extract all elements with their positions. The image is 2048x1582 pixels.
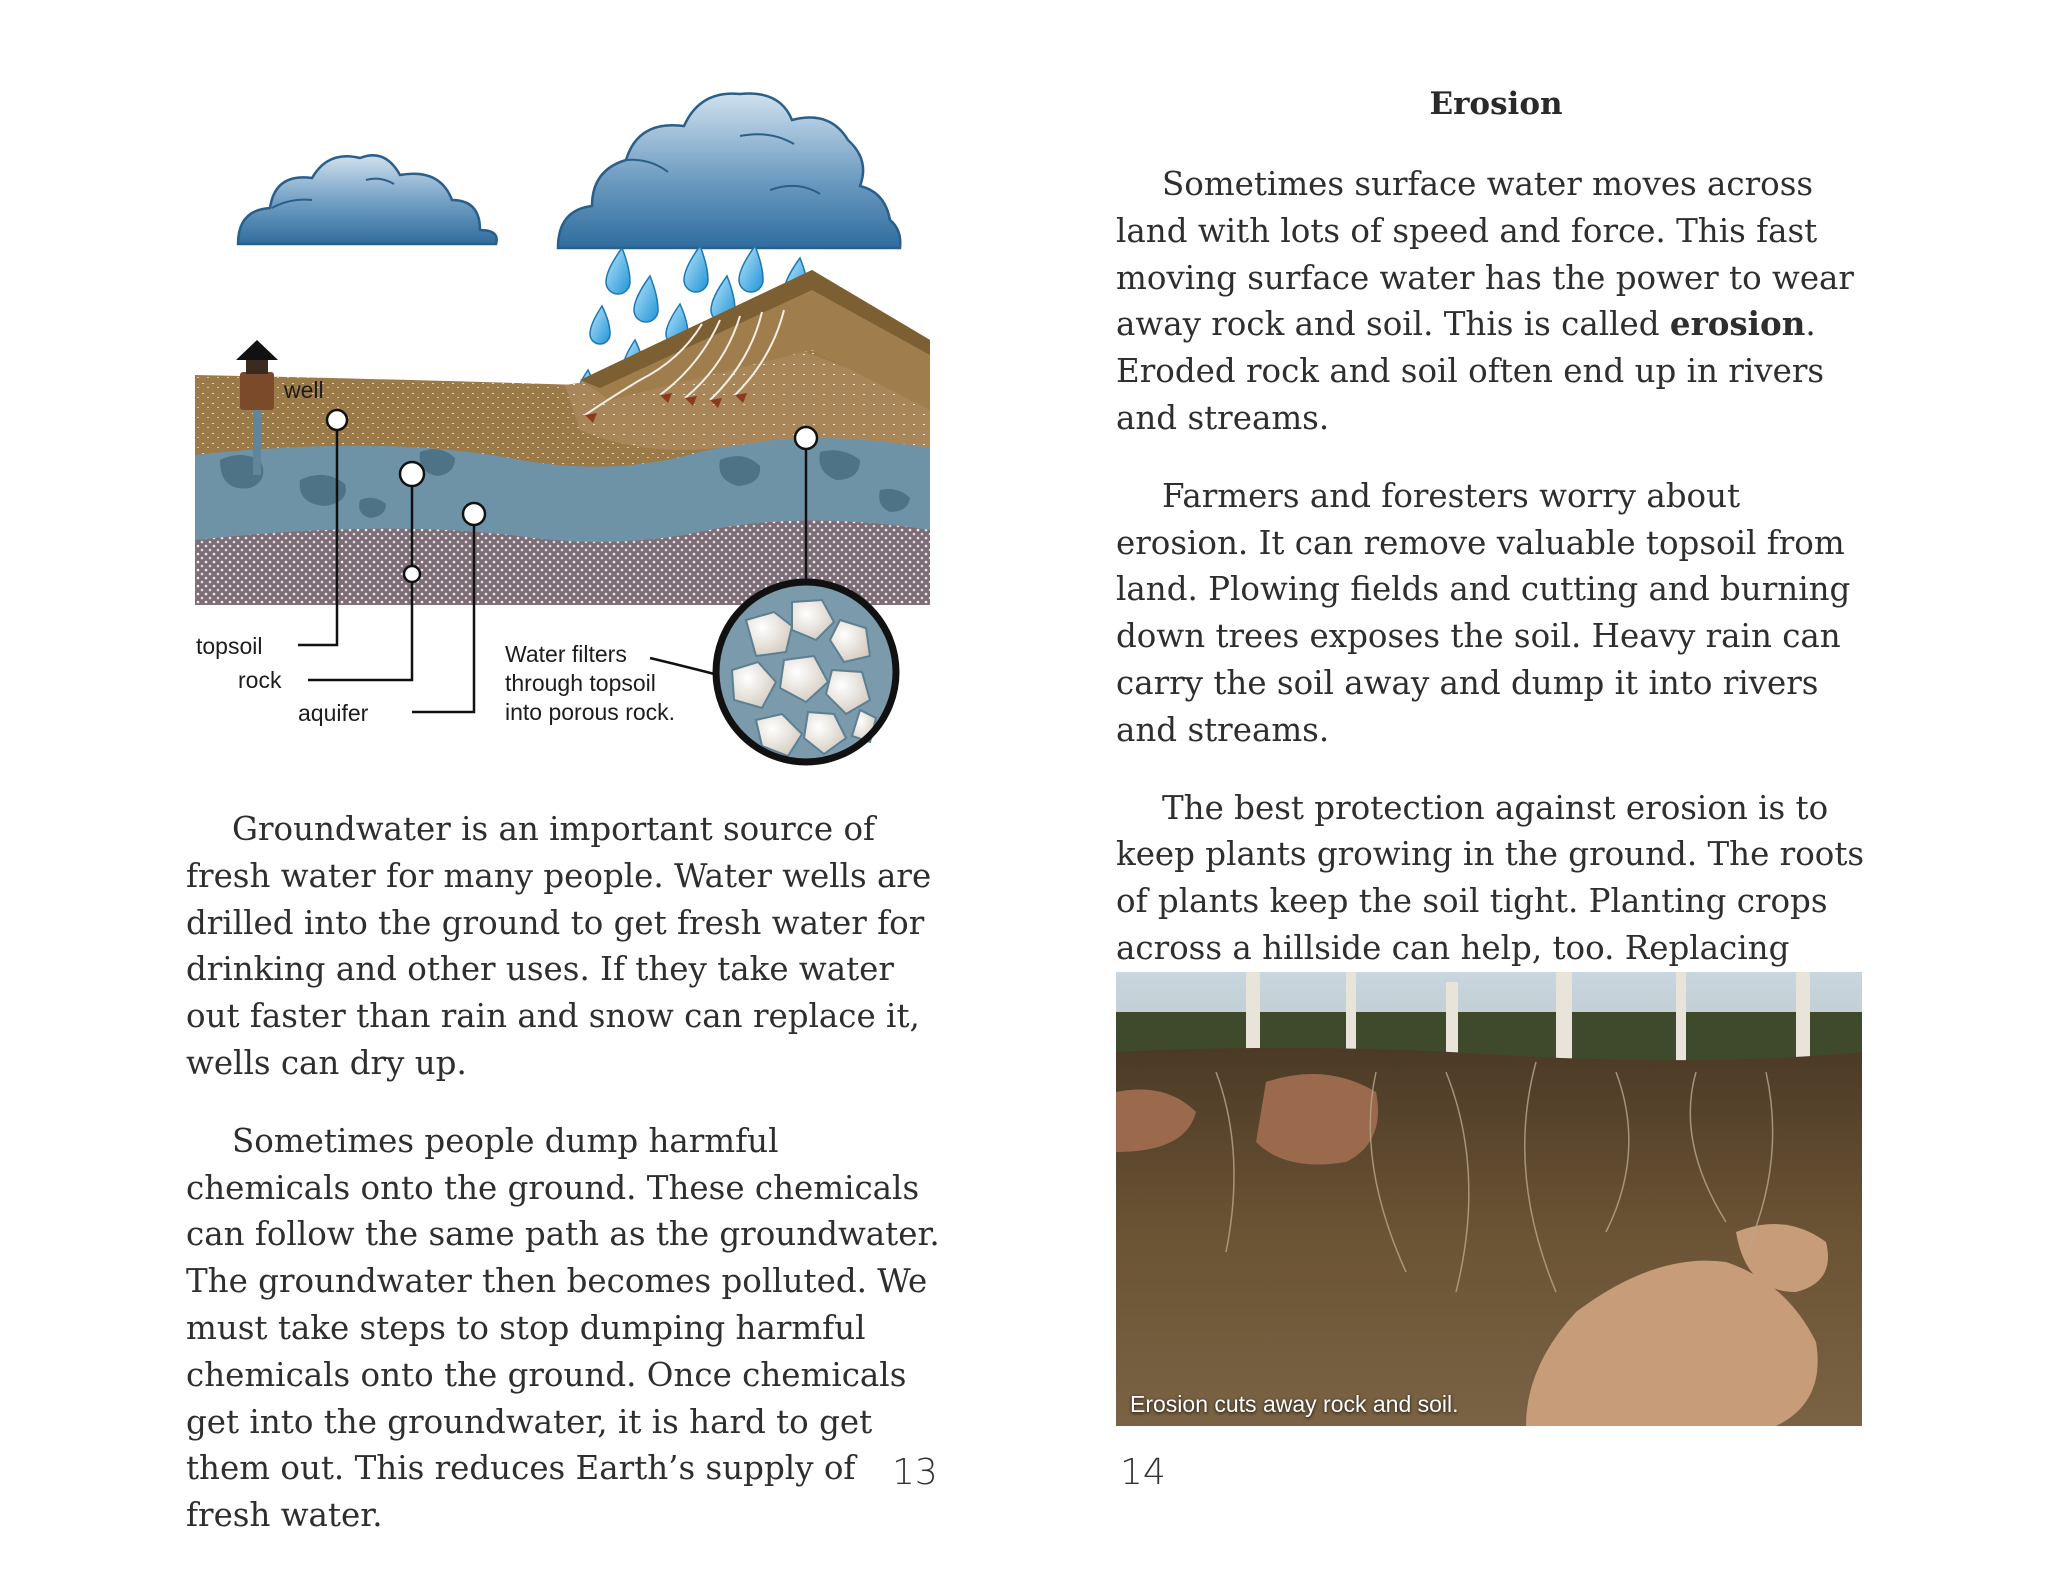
cloud-large — [558, 94, 900, 248]
right-body-text — [1116, 161, 1876, 1065]
section-heading: Erosion — [1429, 86, 1563, 122]
label-filter-line-2: through topsoil — [505, 670, 656, 696]
erosion-photo — [1116, 972, 1862, 1426]
label-filter-line-1: Water filters — [505, 641, 627, 667]
erosion-term: erosion — [1669, 304, 1806, 344]
label-well: well — [284, 377, 324, 403]
label-rock: rock — [238, 667, 282, 693]
label-aquifer: aquifer — [298, 700, 369, 726]
groundwater-diagram — [180, 80, 940, 780]
photo-caption: Erosion cuts away rock and soil. — [1130, 1391, 1459, 1417]
ground-layers — [195, 270, 930, 605]
erosion-intro-text-1: Sometimes surface water moves across land with lots of speed and force. This fast moving surface water has the power to wear away rock and soil. This is called — [1116, 165, 1854, 344]
groundwater-paragraph: Groundwater is an important source of fresh water for many people. Water wells are drilled into the ground to get fresh water for drinking and other uses. If they take water out faster than rain and snow can replace it, wells can dry up. — [186, 810, 932, 1082]
protection-paragraph: The best protection against erosion is to keep plants growing in the ground. The roots of plants keep the soil tight. Planting crops across a hillside can help, too. Replacing — [1116, 788, 1865, 967]
label-filter-line-3: into porous rock. — [505, 699, 676, 725]
page-number-right: 14 — [1120, 1452, 1166, 1493]
label-topsoil: topsoil — [196, 633, 263, 659]
chemicals-paragraph: Sometimes people dump harmful chemicals onto the ground. These chemicals can follow the same path as the groundwater. The groundwater then becomes polluted. We must take steps to stop dumping harmful chemicals onto the ground. Once chemicals get into the groundwater, it is hard to get them out. This reduces Earth’s supply of fresh water. — [186, 1121, 940, 1535]
porous-rock-magnifier — [716, 582, 896, 762]
page-number-left: 13 — [892, 1452, 938, 1493]
farmers-paragraph: Farmers and foresters worry about erosion. It can remove valuable topsoil from land. Plowing fields and cutting and burning down trees exposes the soil. Heavy rain can carry the soil away and dump it into rivers and streams. — [1116, 476, 1851, 749]
cloud-small — [238, 155, 497, 244]
erosion-intro-paragraph — [1116, 161, 1876, 442]
left-body-text — [186, 806, 946, 1539]
erosion-intro-text-2: . Eroded rock and soil often end up in rivers and streams. — [1116, 305, 1825, 437]
